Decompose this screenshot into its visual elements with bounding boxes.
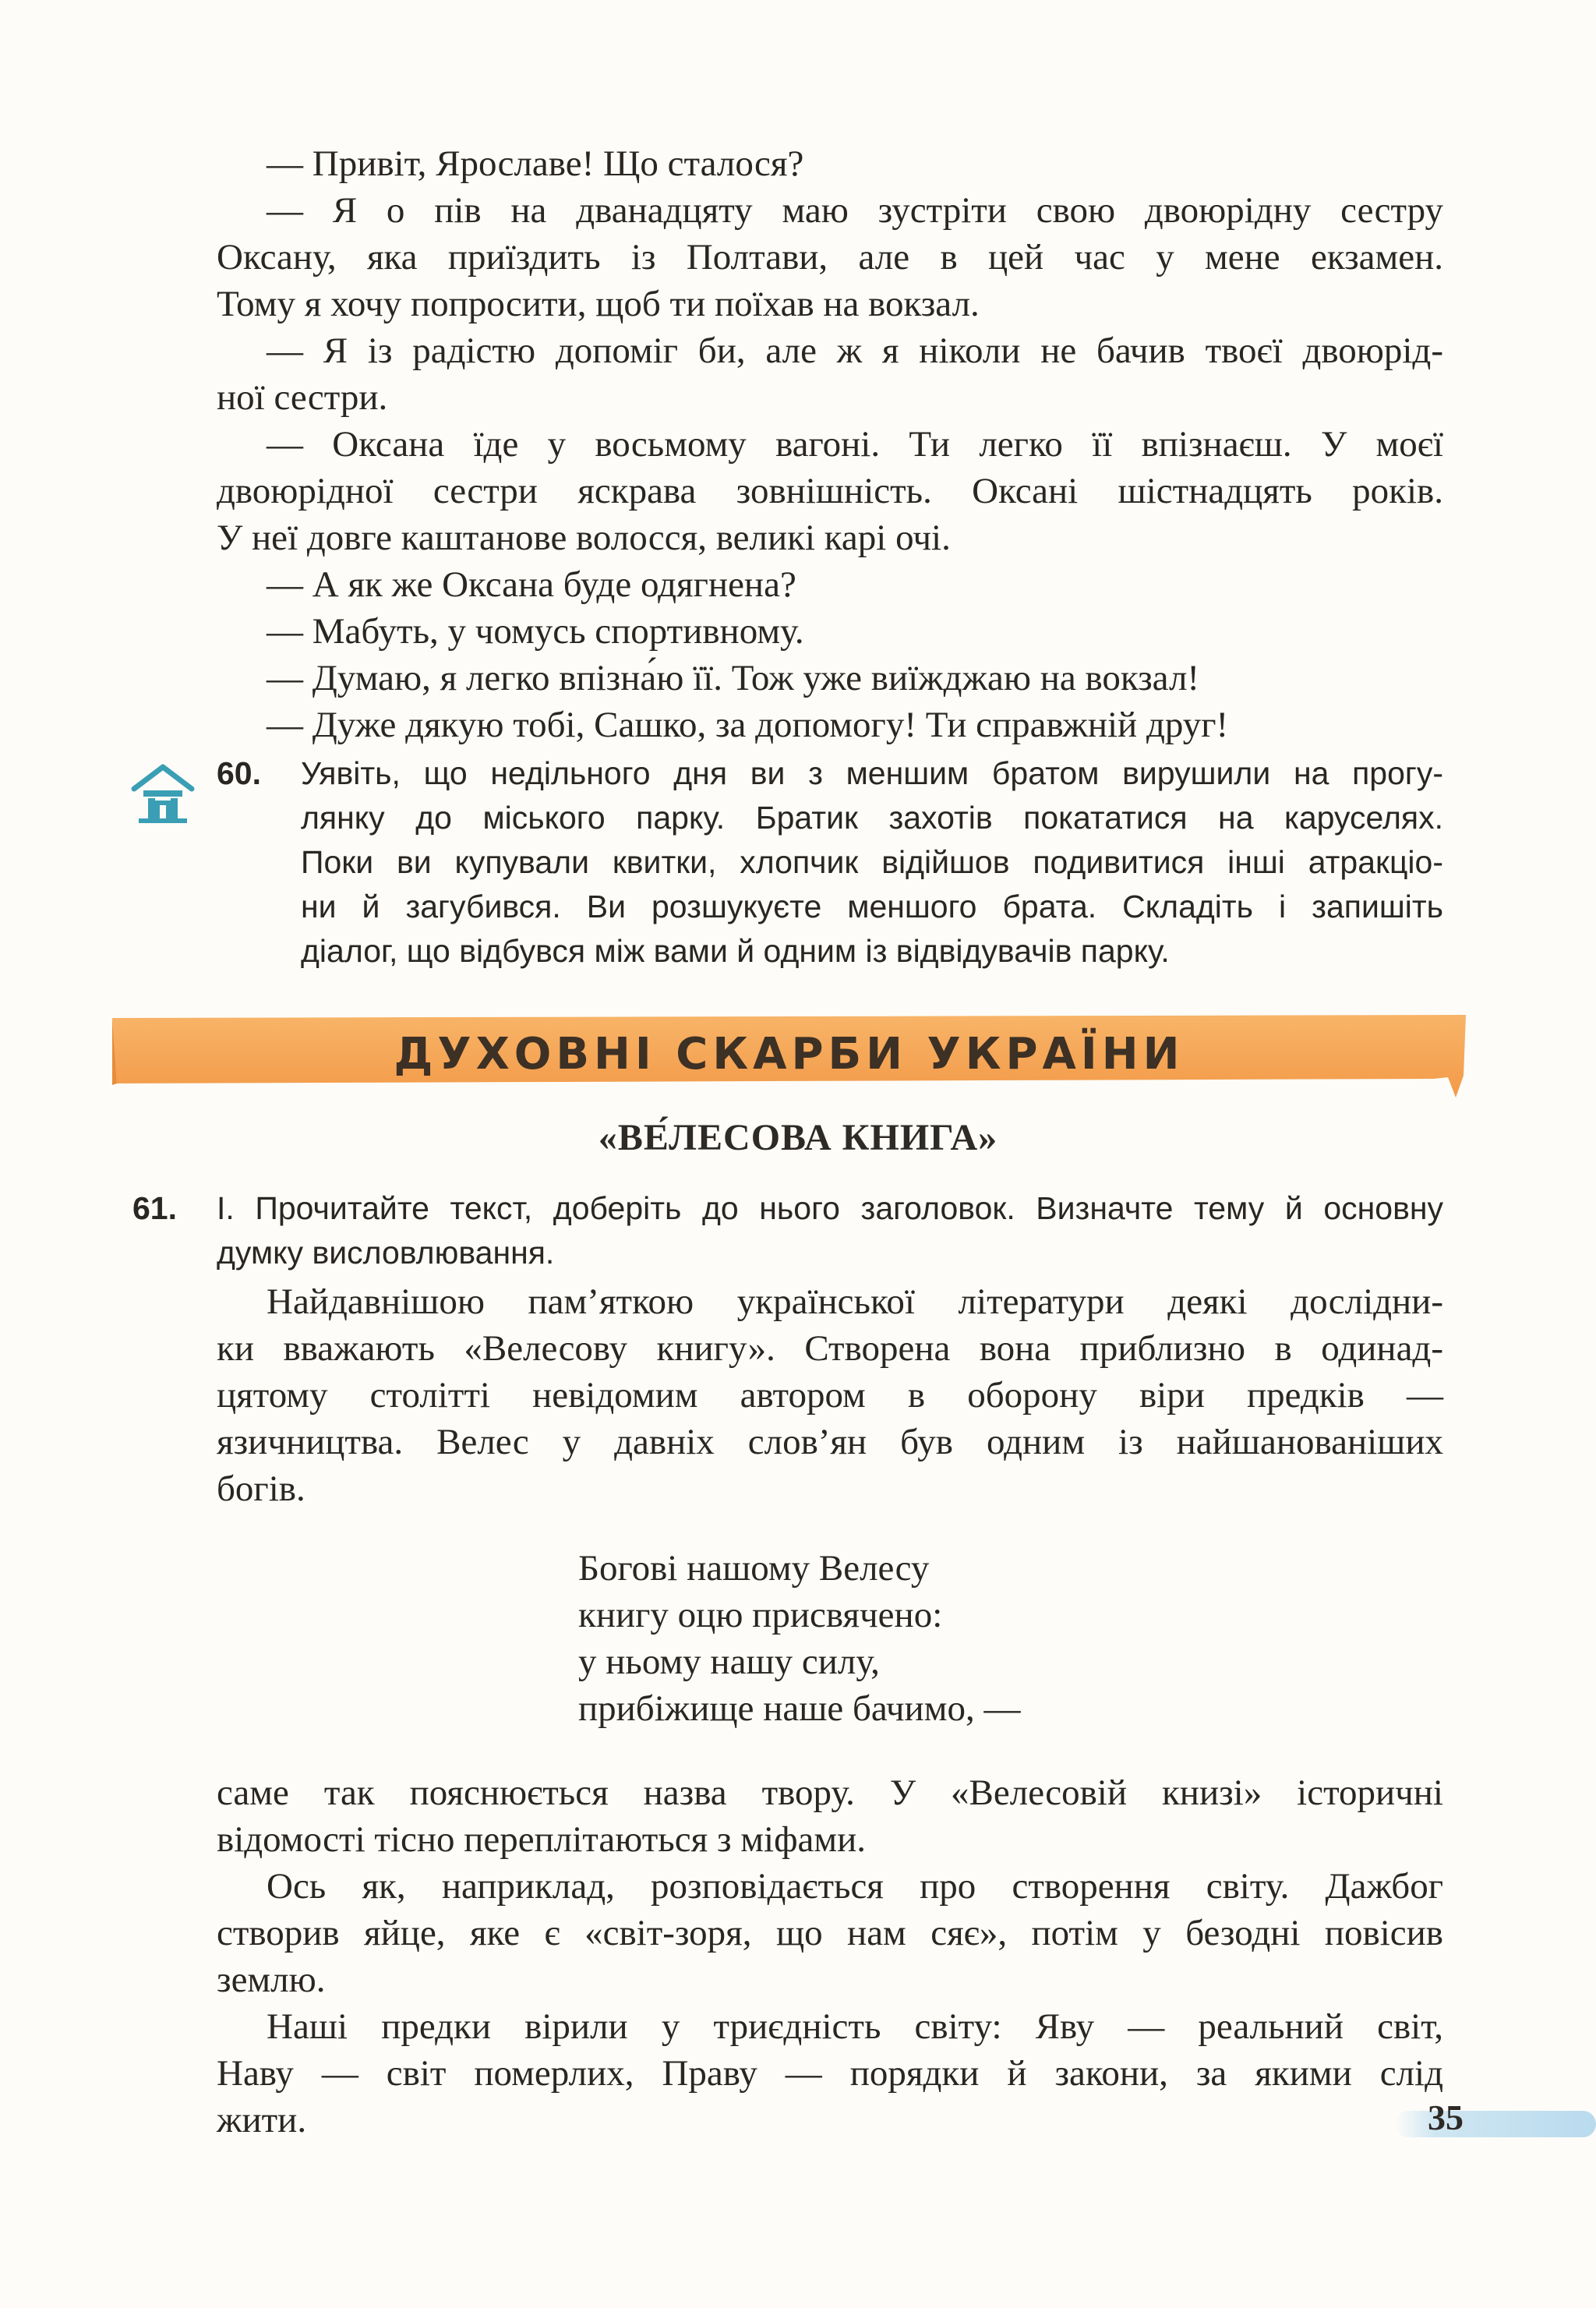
text-line: Наву — світ померлих, Праву — порядки й закони, за якими слід xyxy=(217,2053,1443,2094)
text-line: діалог, що відбувся між вами й одним із відвідувачів парку. xyxy=(301,933,1170,969)
poem-quote xyxy=(578,1545,1020,1732)
text-line: двоюрідної сестри яскрава зовнішність. Оксані шістнадцять років. xyxy=(217,471,1443,511)
text-line: — Мабуть, у чомусь спортивному. xyxy=(267,611,804,652)
text-line: Наші предки вірили у триєдність світу: Яву — реальний світ, xyxy=(267,2006,1443,2047)
page-number: 35 xyxy=(1428,2098,1464,2137)
text-line: Оксану, яка приїздить із Полтави, але в цей час у мене екзамен. xyxy=(217,237,1443,277)
text-line: Тому я хочу попросити, щоб ти поїхав на вокзал. xyxy=(217,284,980,324)
text-line: богів. xyxy=(217,1469,305,1509)
text-line: І. Прочитайте текст, доберіть до нього заголовок. Визначте тему й основну xyxy=(217,1190,1443,1226)
home-icon xyxy=(129,759,196,826)
paragraph-continuation xyxy=(217,1769,1443,2144)
text-line: Поки ви купували квитки, хлопчик відійшов подивитися інші атракціо- xyxy=(301,844,1443,880)
exercise-number: 61. xyxy=(132,1190,177,1226)
exercise-60 xyxy=(217,751,1443,974)
dialogue-block xyxy=(217,140,1443,748)
text-line: У неї довге каштанове волосся, великі карі очі. xyxy=(217,518,951,558)
text-line: Ось як, наприклад, розповідається про створення світу. Дажбог xyxy=(267,1866,1443,1907)
text-line: — Привіт, Ярославе! Що сталося? xyxy=(267,143,804,184)
text-line: Богові нашому Велесу xyxy=(578,1548,930,1589)
text-line: книгу оцю присвячено: xyxy=(578,1595,943,1635)
text-line: ки вважають «Велесову книгу». Створена вона приблизно в одинад- xyxy=(217,1328,1443,1369)
text-line: жити. xyxy=(217,2100,307,2140)
text-line: — Думаю, я легко впізна́ю її. Тож уже виїжджаю на вокзал! xyxy=(267,658,1200,698)
exercise-60-text xyxy=(301,751,1443,974)
text-line: — Я із радістю допоміг би, але ж я ніколи не бачив твоєї двоюрід- xyxy=(267,330,1443,371)
exercise-61-text xyxy=(217,1186,1443,1275)
text-line: лянку до міського парку. Братик захотів покататися на каруселях. xyxy=(301,800,1443,836)
text-line: — Дуже дякую тобі, Сашко, за допомогу! Ти справжній друг! xyxy=(267,705,1229,745)
text-line: ної сестри. xyxy=(217,377,388,418)
section-banner xyxy=(109,1013,1469,1102)
paragraph-intro xyxy=(217,1278,1443,1512)
text-line: створив яйце, яке є «світ-зоря, що нам сяє», потім у безодні повісив xyxy=(217,1913,1443,1953)
text-line: у ньому нашу силу, xyxy=(578,1642,880,1682)
text-line: Найдавнішою пам’яткою української літератури деякі дослідни- xyxy=(267,1281,1443,1322)
exercise-61 xyxy=(132,1186,1443,1275)
text-line: — Я о пів на дванадцяту маю зустріти свою двоюрідну сестру xyxy=(267,190,1443,231)
text-line: цятому столітті невідомим автором в оборону віри предків — xyxy=(217,1375,1443,1416)
text-line: Уявіть, що недільного дня ви з меншим братом вирушили на прогу- xyxy=(301,755,1443,791)
text-line: — А як же Оксана буде одягнена? xyxy=(267,564,796,605)
text-line: язичництва. Велес у давніх слов’ян був одним із найшанованіших xyxy=(217,1422,1443,1462)
page-number-bar xyxy=(1395,2111,1596,2137)
text-line: ни й загубився. Ви розшукуєте меншого брата. Складіть і запишіть xyxy=(301,889,1443,924)
section-subheading: «ВЕ́ЛЕСОВА КНИГА» xyxy=(598,1117,998,1158)
text-line: відомості тісно переплітаються з міфами. xyxy=(217,1819,867,1860)
text-line: прибіжище наше бачимо, — xyxy=(578,1688,1021,1729)
exercise-number: 60. xyxy=(217,755,261,791)
banner-title: ДУХОВНІ СКАРБИ УКРАЇНИ xyxy=(394,1029,1185,1080)
text-line: — Оксана їде у восьмому вагоні. Ти легко її впізнаєш. У моєї xyxy=(267,424,1443,465)
text-line: землю. xyxy=(217,1960,326,2000)
text-line: саме так пояснюється назва твору. У «Велесовій книзі» історичні xyxy=(217,1773,1443,1813)
text-line: думку висловлювання. xyxy=(217,1235,555,1271)
